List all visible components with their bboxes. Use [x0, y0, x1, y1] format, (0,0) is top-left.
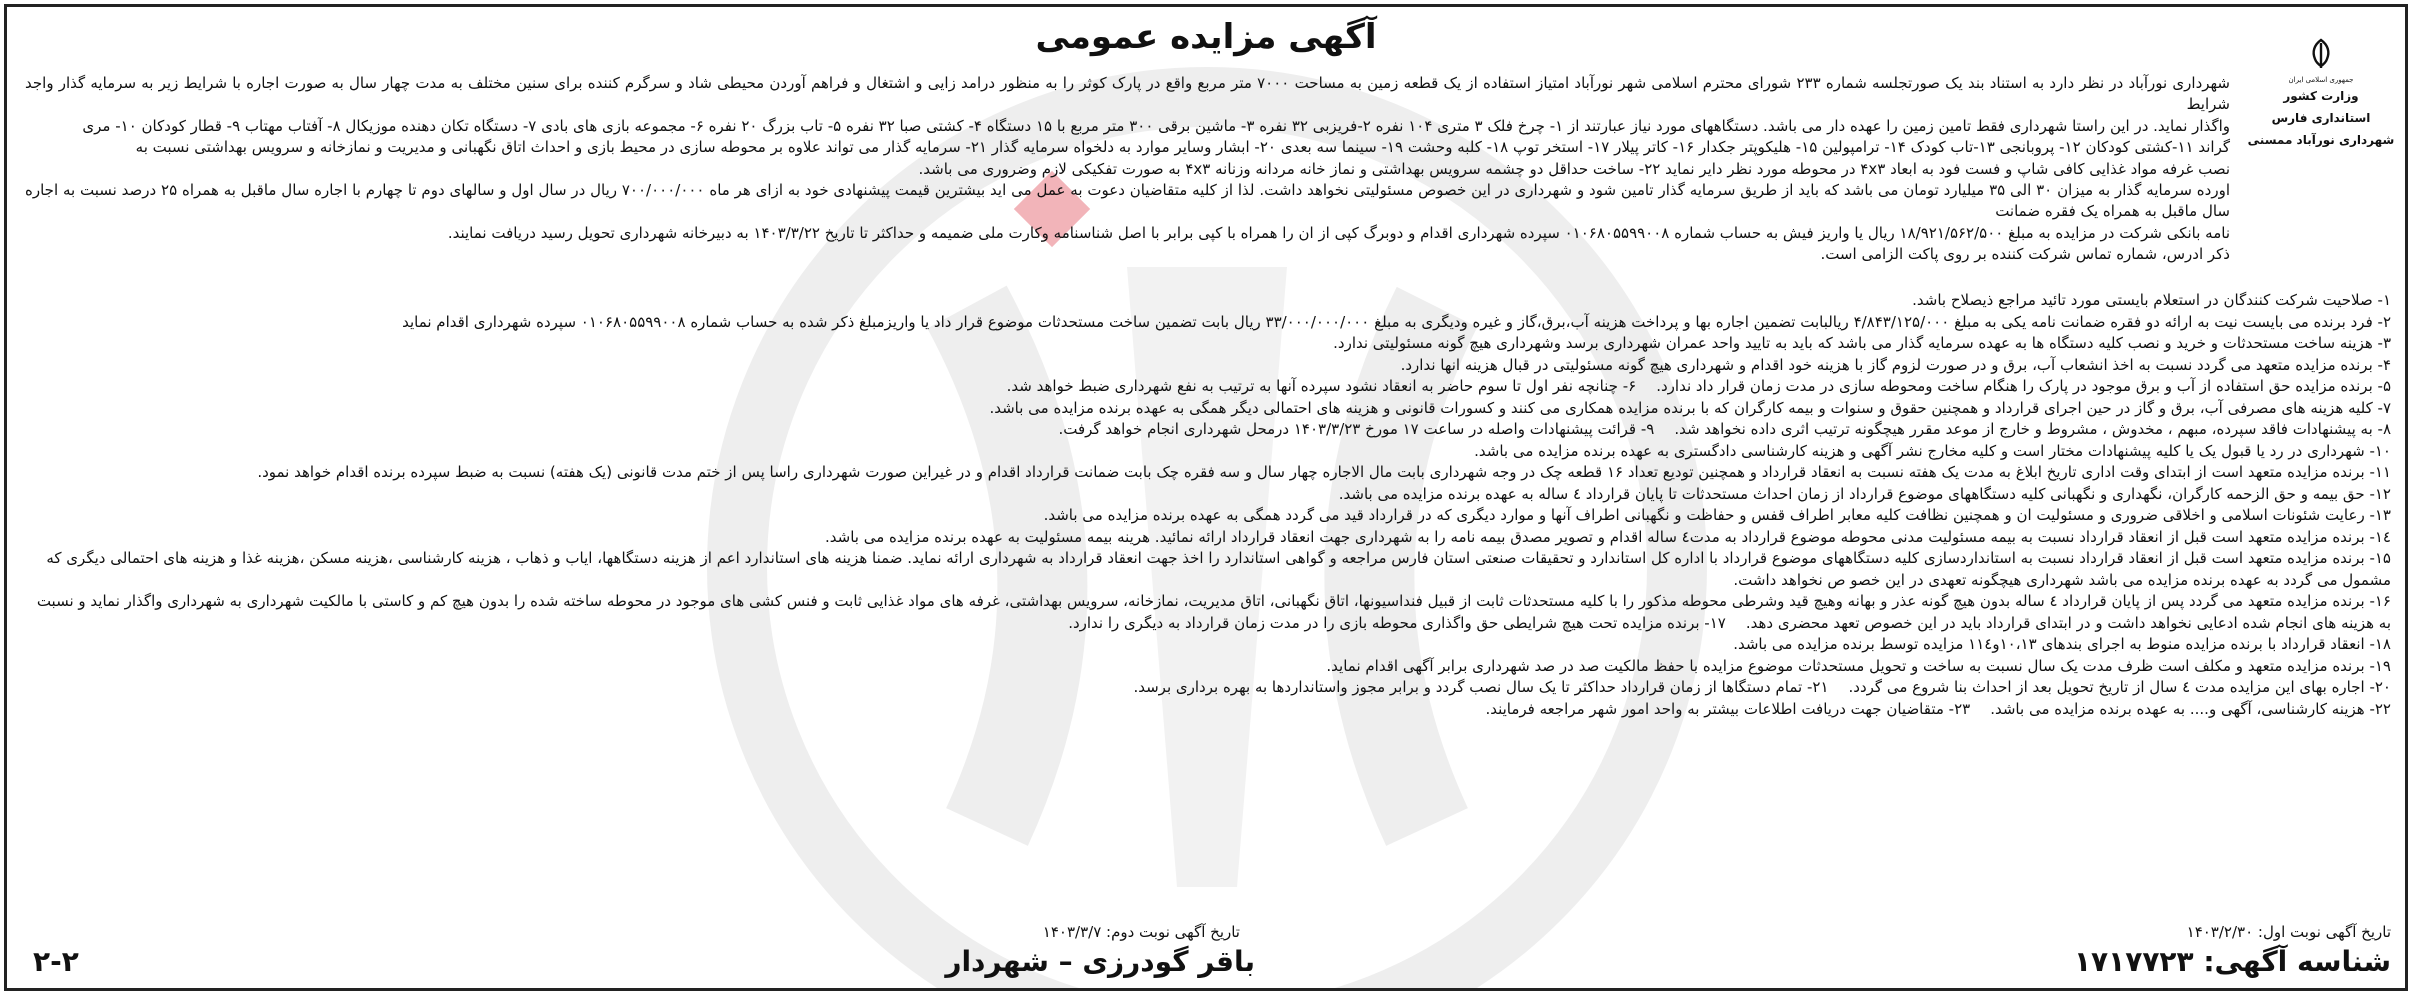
- condition-row: [25, 613, 2391, 635]
- mayor-signature: باقر گودرزی – شهردار: [945, 945, 1255, 978]
- second-publication-date: تاریخ آگهی نوبت دوم: ۱۴۰۳/۳/۷: [1042, 923, 1240, 941]
- intro-paragraph: نصب غرفه مواد غذایی کافی شاپ و فست فود به ابعاد ۴x۳ در محوطه مورد نظر دایر نماید ۲۲- ساخت حداقل دو چشمه سرویس بهداشتی و نماز خانه مردانه وزنانه ۴x۳ به صورت تفکیکی لازم وضروری می باشد.: [918, 159, 2230, 178]
- page-label: ۲-۲: [33, 945, 79, 978]
- condition-item: ۲۰- اجاره بهای این مزایده مدت ٤ سال از تاریخ تحویل بعد از احداث بنا شروع می گردد.: [1848, 678, 2391, 696]
- condition-item: ۴- برنده مزایده متعهد می گردد نسبت به اخذ انشعاب آب، برق و در صورت لزوم گاز با هزینه خود اقدام و شهرداری هیچ گونه مسئولیتی در قبال هزینه انها ندارد.: [1400, 355, 2391, 374]
- condition-item: [25, 634, 1733, 656]
- first-publication-date: تاریخ آگهی نوبت اول: ۱۴۰۳/۲/۳۰: [2186, 923, 2391, 941]
- condition-item: ۲۲- هزینه کارشناسی، آگهی و.... به عهده برنده مزایده می باشد.: [1990, 699, 2391, 718]
- iran-emblem-icon: [2304, 37, 2338, 71]
- municipality-logo: [2247, 37, 2395, 151]
- condition-item: ۱۵- برنده مزایده متعهد است قبل از انعقاد قرارداد نسبت به استانداردسازی کلیه دستگاههای موضوع قرارداد با اداره کل استاندارد و تحقیقات صنعتی استان فارس مراجعه و گواهی استاندارد را اخذ جهت انعقاد قرارداد به شهرداری ارائه نماید. ضمنا هزینه های استاندارد اعم از هزینه دستگاهها، ایاب و ذهاب ، هزینه کارشناسی ،هزینه مسکن ،هزینه غذا و هزینه های احتمالی دیگری که: [46, 549, 2391, 567]
- logo-line-municipality: شهرداری نورآباد ممسنی: [2247, 133, 2395, 147]
- condition-item: ۱۲- حق بیمه و حق الزحمه کارگران، نگهداری و نگهبانی کلیه دستگاههای موضوع قرارداد از زمان احداث مستحدثات تا پایان قرارداد ٤ ساله به عهده برنده مزایده می باشد.: [1338, 484, 2391, 503]
- condition-row: [25, 398, 2391, 420]
- condition-item: ۶- چنانچه نفر اول تا سوم حاضر به انعقاد نشود سپرده آنها به ترتیب به نفع شهرداری ضبط خواهد شد.: [1006, 377, 1637, 395]
- logo-line-ministry: وزارت کشور: [2283, 89, 2359, 103]
- condition-row: [25, 634, 2391, 656]
- logo-line-governorate: استانداری فارس: [2271, 111, 2371, 125]
- notice-footer: [7, 942, 2405, 982]
- condition-item: ۵- برنده مزایده حق استفاده از آب و برق موجود در پارک را هنگام ساخت ومحوطه سازی در مدت زمان قرار داد ندارد.: [1656, 377, 2391, 395]
- condition-item: [25, 398, 989, 420]
- intro-paragraph: واگذار نماید. در این راستا شهرداری فقط تامین زمین را عهده دار می باشد. دستگاههای مورد نیاز عبارتند از ۱- چرخ فلک ۳ متری ۱۰۴ نفره ۲-فریزبی ۳۲ نفره ۳- ماشین برقی ۳۰۰ متر مربع با ۱۵ دستگاه ۴- کشتی صبا ۳۲ نفره ۵- تاب بزرگ ۲۰ نفره ۶- مجموعه بازی های بادی ۷- دستگاه تکان دهنده موزیکال ۸- آفتاب مهتاب ۹- قطار کودکان ۱۰- مری: [82, 116, 2230, 135]
- condition-row: [25, 656, 2391, 678]
- intro-paragraph: گراند ۱۱-کشتی کودکان ۱۲- پروبانجی ۱۳-تاب کودک ۱۴- ترامپولین ۱۵- هلیکوپتر جکدار ۱۶- کاتر پیلار ۱۷- استخر توپ ۱۸- کلبه وحشت ۱۹- سینما سه بعدی ۲۰- ابشار وسایر موارد به دلخواه سرمایه گذار ۲۱- سرمایه گذار می تواند علاوه بر محوطه سازی در محیط بازی و احداث اتاق نگهبانی و مدیریت و نمازخانه و سرویس بهداشتی نسبت به: [135, 138, 2230, 157]
- condition-item: ۱۳- رعایت شئونات اسلامی و اخلاقی ضروری و مسئولیت ان و همچنین نظافت کلیه معابر اطراف قفس و حفاظت و نگهبانی اطراف آنها و موارد دیگری که در قرارداد قید می گردد همگی به عهده برنده مزایده می باشد.: [1043, 506, 2391, 524]
- intro-paragraph: نامه بانکی شرکت در مزایده به مبلغ ۱۸/۹۲۱/۵۶۲/۵۰۰ ریال یا واریز فیش به حساب شماره ۰۱۰۶۸۰۵۵۹۹۰۰۸ سپرده شهرداری اقدام و دوبرگ کپی از ان را همراه با کپی برابر با اصل شناسنامه وکارت ملی ضمیمه و حداکثر تا تاریخ ۱۴۰۳/۳/۲۲ به دبیرخانه شهرداری تحویل رسید دریافت نمایند.: [447, 223, 2230, 242]
- notice-intro: [25, 73, 2230, 266]
- notice-page: [4, 4, 2408, 991]
- intro-paragraph: اورده سرمایه گذار به میزان ۳۰ الی ۳۵ میلیارد تومان می باشد که باید از طریق سرمایه گذار تامین شود و شهرداری در این خصوص مسئولیتی نخواهد داشت. لذا از کلیه متقاضیان دعوت به عمل می اید بیشترین قیمت پیشنهادی خود به ازای هر ماه ۷۰۰/۰۰۰/۰۰۰ ریال در سال اول و سالهای دوم تا چهارم با اجاره سال ماقبل به همراه ۲۵ درصد نسبت به اجاره سال ماقبل به همراه یک فقره ضمانت: [25, 181, 2230, 221]
- intro-paragraph: ذکر ادرس، شماره تماس شرکت کننده بر روی پاکت الزامی است.: [1820, 245, 2230, 264]
- ad-id: شناسه آگهی: ۱۷۱۷۷۲۳: [2073, 945, 2391, 978]
- page-title: آگهی مزایده عمومی: [1035, 17, 1377, 57]
- condition-item: ۱۸- انعقاد قرارداد با برنده مزایده منوط به اجرای بندهای ۱۰،۱۳و۱۱٤ مزایده توسط برنده مزایده می باشد.: [1733, 635, 2391, 653]
- condition-item: ۱۶- برنده مزایده متعهد می گردد پس از پایان قرارداد ٤ ساله بدون هیچ گونه عذر و بهانه وهیچ قید وشرطی محوطه مذکور را با کلیه مستحدثات ثابت از قبیل فنداسیونها، اتاق نگهبانی، اتاق مدیریت، نمازخانه، سرویس بهداشتی، غرفه های مواد غذایی ثابت و فنس کشی های موجود در محوطه ساخته شده را بدون هیچ کم و کاستی با مالکیت شهرداری به شهرداری واگذار نماید و نسبت: [36, 592, 2391, 610]
- condition-item: [25, 656, 1326, 678]
- condition-item: ۱۰- شهرداری در رد یا قبول یک یا کلیه پیشنهادات مختار است و کلیه مخارج نشر آگهی و هزینه کارشناسی دادگستری به عهده برنده مزایده می باشد.: [1474, 441, 2391, 460]
- condition-item: ۱۷- برنده مزایده تحت هیچ شرایطی حق واگذاری محوطه بازی را در مدت زمان قرارداد به دیگری را ندارد.: [1068, 613, 1726, 632]
- condition-item: ۱۹- برنده مزایده متعهد و مکلف است ظرف مدت یک سال نسبت به ساخت و تحویل مستحدثات موضوع مزایده با حفظ مالکیت صد در صد شهرداری برابر آگهی اقدام نماید.: [1326, 656, 2391, 675]
- condition-item: به هزینه های انجام شده ادعایی نخواهد داشت و در ابتدای قرارداد باید در این خصوص تعهد محضری دهد.: [1745, 613, 2391, 632]
- condition-item: ۱- صلاحیت شرکت کنندگان در استعلام بایستی مورد تائید مراجع ذیصلاح باشد.: [1912, 291, 2391, 309]
- condition-item: ۲۳- متقاضیان جهت دریافت اطلاعات بیشتر به واحد امور شهر مراجعه فرمایند.: [1485, 699, 1971, 718]
- condition-row: [25, 677, 2391, 699]
- condition-item: ۸- به پیشنهادات فاقد سپرده، مبهم ، مخدوش ، مشروط و خارج از موعد مقرر هیچگونه ترتیب اثری داده نخواهد شد.: [1674, 420, 2391, 438]
- emblem-caption: جمهوری اسلامی ایران: [2288, 76, 2354, 84]
- condition-item: ۷- کلیه هزینه های مصرفی آب، برق و گاز در حین اجرای قرارداد و همچنین حقوق و سنوات و بیمه کارگران که با برنده مزایده همکاری می کنند و کسورات قانونی و هزینه های احتمالی دیگر همگی به عهده برنده مزایده می باشد.: [989, 398, 2391, 417]
- condition-item: مشمول می گردد به عهده برنده مزایده می باشد شهرداری هیچگونه تعهدی در این خصو ص نخواهد داشت.: [1733, 570, 2391, 589]
- condition-item: ۲- فرد برنده می بایست نیت به ارائه دو فقره ضمانت نامه یکی به مبلغ ۴/۸۴۳/۱۲۵/۰۰۰ ریالبابت تضمین اجاره بها و پرداخت هزینه آب،برق،گاز و غیره ودیگری به مبلغ ۳۳/۰۰۰/۰۰۰/۰۰۰ ریال بابت تضمین ساخت مستحدثات موضوع قرار داد یا واریزمبلغ ذکر شده به حساب شماره ۰۱۰۶۸۰۵۵۹۹۰۰۸ سپرده شهرداری اقدام نماید: [402, 312, 2391, 331]
- conditions-list: [25, 290, 2391, 720]
- condition-item: ۹- قرائت پیشنهادات واصله در ساعت ۱۷ مورخ ۱۴۰۳/۳/۲۳ درمحل شهرداری انجام خواهد گرفت.: [1058, 420, 1655, 438]
- condition-item: ۱٤- برنده مزایده متعهد است قبل از انعقاد قرارداد نسبت به بیمه مسئولیت مدنی محوطه موضوع قرارداد به مدت٤ ساله اقدام و تصویر مصدق بیمه نامه را به شهرداری جهت انعقاد قرارداد ارائه نمائید. هرینه بیمه مسئولیت به عهده برنده مزایده می باشد.: [824, 527, 2391, 546]
- condition-item: ۳- هزینه ساخت مستحدثات و خرید و نصب کلیه دستگاه ها به عهده سرمایه گذار می باشد که باید به تایید واحد عمران شهرداری برسد وشهرداری هیچ گونه مسئولیتی ندارد.: [1333, 334, 2391, 352]
- intro-paragraph: شهرداری نورآباد در نظر دارد به استناد بند یک صورتجلسه شماره ۲۳۳ شورای محترم اسلامی شهر نورآباد امتیاز استفاده از یک قطعه زمین به مساحت ۷۰۰۰ متر مربع واقع در پارک کوثر را به منظور درامد زایی و اشتغال و فراهم آوردن محیطی شاد و سرگرم کننده برای سنین مختلف به مدت چهار سال به صورت اجاره با شرایط زیر به سرمایه گذار واجد شرایط: [25, 74, 2231, 114]
- condition-row: [25, 419, 2391, 441]
- condition-item: ۲۱- تمام دستگاها از زمان قرارداد حداکثر تا یک سال نصب گردد و برابر مجوز واستانداردها به بهره برداری برسد.: [1133, 678, 1829, 696]
- condition-row: [25, 376, 2391, 398]
- condition-item: ۱۱- برنده مزایده متعهد است از ابتدای وقت اداری تاریخ ابلاغ به مدت یک هفته نسبت به انعقاد قرارداد و همچنین تودیع تعداد ۱۶ قطعه چک در وجه شهرداری بابت مال الاجاره چهار سال و سه فقره چک بابت ضمانت قرارداد اقدام و در غیراین صورت شهرداری راسا پس از ختم مدت قانونی (یک هفته) نسبت به ضبط سپرده برنده اقدام خواهد نمود.: [257, 463, 2391, 481]
- condition-row: [25, 699, 2391, 721]
